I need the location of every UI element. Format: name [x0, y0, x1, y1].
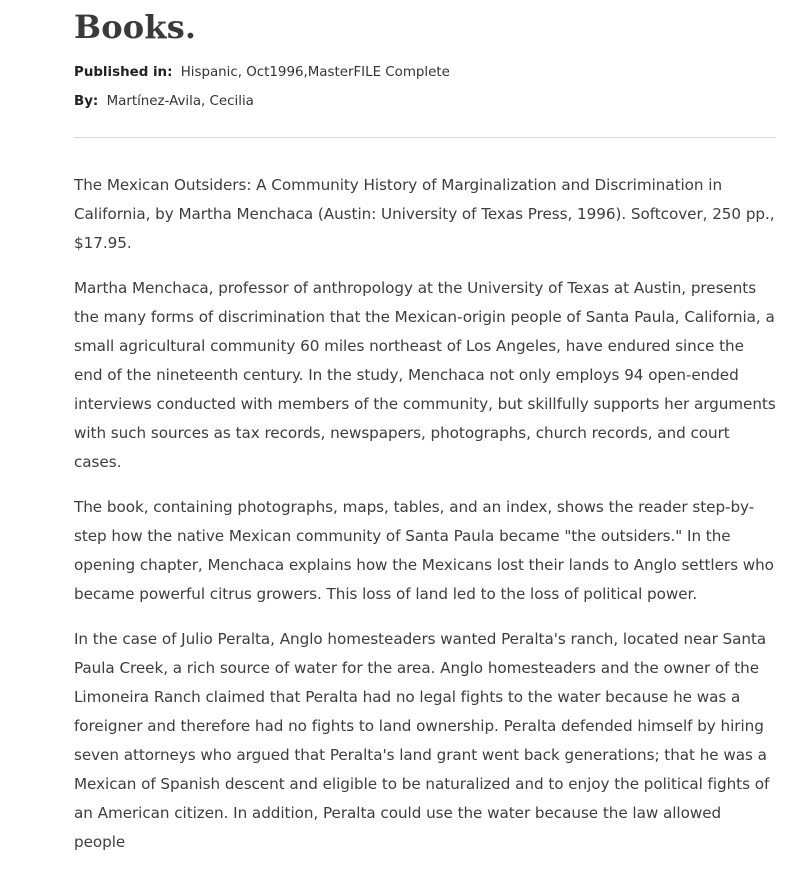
article-container: [74, 0, 776, 873]
article-title: Books.: [74, 8, 197, 46]
article-paragraph: The Mexican Outsiders: A Community History of Marginalization and Discrimination in California, by Martha Menchaca (Austin: University of Texas Press, 1996). Softcover, 250 pp., $17.95.: [74, 176, 775, 252]
article-paragraph: In the case of Julio Peralta, Anglo homesteaders wanted Peralta's ranch, located near Santa Paula Creek, a rich source of water for the area. Anglo homesteaders and the owner of the Limoneira Ranch claimed that Peralta had no legal fights to the water because he was a foreigner and therefore had no fights to land ownership. Peralta defended himself by hiring seven attorneys who argued that Peralta's land grant went back generations; that he was a Mexican of Spanish descent and eligible to be naturalized and to enjoy the political fights of an American citizen. In addition, Peralta could use the water because the law allowed people: [74, 630, 770, 851]
author-value[interactable]: Martínez-Avila, Cecilia: [106, 94, 254, 109]
published-in-row: [74, 64, 776, 93]
article-body: [74, 171, 776, 857]
published-in-value[interactable]: Hispanic, Oct1996,MasterFILE Complete: [180, 65, 450, 80]
published-in-label: Published in:: [74, 65, 173, 80]
article-paragraph: The book, containing photographs, maps, tables, and an index, shows the reader step-by-step how the native Mexican community of Santa Paula became "the outsiders." In the opening chapter, Menchaca explains how the Mexicans lost their lands to Anglo settlers who became powerful citrus growers. This loss of land led to the loss of political power.: [74, 498, 774, 603]
author-label: By:: [74, 94, 99, 109]
divider: [74, 137, 776, 138]
article-paragraph: Martha Menchaca, professor of anthropology at the University of Texas at Austin, presents the many forms of discrimination that the Mexican-origin people of Santa Paula, California, a small agricultural community 60 miles northeast of Los Angeles, have endured since the end of the nineteenth century. In the study, Menchaca not only employs 94 open-ended interviews conducted with members of the community, but skillfully supports her arguments with such sources as tax records, newspapers, photographs, church records, and court cases.: [74, 279, 776, 471]
article-meta: [74, 64, 776, 122]
author-row: [74, 93, 776, 122]
